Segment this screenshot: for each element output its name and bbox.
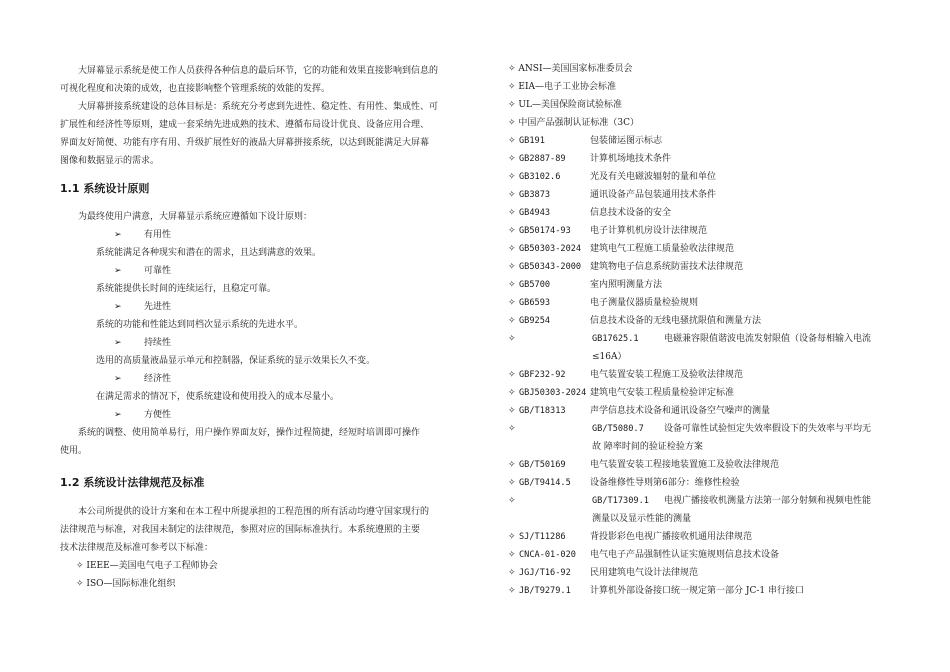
standard-description: 电气装置安装工程施工及验收法律规范 [590,370,744,380]
standard-description: 光及有关电磁波辐射的量和单位 [590,172,717,182]
diamond-bullet-icon: ✧ [508,226,516,236]
principle-name: 方便性 [144,410,172,420]
org-list-item [76,557,218,575]
org-name: EIA—电子工业协会标准 [518,82,617,92]
bullet-arrow-icon: ➢ [114,230,122,240]
standard-code: GB50174-93 [519,226,571,236]
standard-code: GB4943 [519,208,551,218]
diamond-bullet-icon: ✧ [508,118,516,128]
diamond-bullet-icon: ✧ [508,406,516,416]
standard-code: GB3102.6 [519,172,561,182]
org-list-item [508,60,633,78]
section-heading-1-2: 1.2 系统设计法律规范及标准 [60,476,205,489]
standard-description: 电气电子产品强制性认证实施规则信息技术设备 [590,550,780,560]
org-list-item [508,114,639,132]
intro-line: 界面友好简便、功能有序有用、升级扩展性好的液晶大屏幕拼接系统，以达到既能满足大屏幕 [60,138,430,148]
standard-description: 电子测量仪器质量检验规则 [590,298,699,308]
principle-text: 选用的高质量液晶显示单元和控制器，保证系统的显示效果长久不变。 [96,356,376,366]
standard-description: 计算机场地技术条件 [590,154,672,164]
diamond-bullet-icon: ✧ [508,280,516,290]
standard-description: 电气装置安装工程接地装置施工及验收法律规范 [590,460,780,470]
diamond-bullet-icon: ✧ [508,550,516,560]
diamond-bullet-icon: ✧ [508,136,516,146]
org-name: 中国产品强制认证标准（3C） [518,118,640,128]
diamond-bullet-icon: ✧ [508,172,516,182]
principles-closing: 系统的调整、使用简单易行，用户操作界面友好，操作过程简捷，经短时培训即可操作 [78,428,421,438]
principle-text: 系统能提供长时间的连续运行，且稳定可靠。 [96,284,277,294]
bullet-arrow-icon: ➢ [114,374,122,384]
principles-lead: 为最终使用户满意，大屏幕显示系统应遵循如下设计原则： [78,212,313,222]
principle-text: 在满足需求的情况下，使系统建设和使用投入的成本尽量小。 [96,392,340,402]
org-list-item [76,575,176,593]
bullet-arrow-icon: ➢ [114,410,122,420]
diamond-bullet-icon: ✧ [508,460,516,470]
org-name: ISO—国际标准化组织 [86,579,176,589]
standard-description: ≤16A） [592,352,627,362]
standard-code: GB/T9414.5 [519,478,571,488]
intro-line: 可视化程度和决策的成效，也直接影响整个管理系统的效能的发挥。 [60,84,331,94]
principle-text: 系统能满足各种现实和潜在的需求，且达到满意的效果。 [96,248,322,258]
standard-code: GB2887-89 [519,154,566,164]
standards-paragraph: 法律规范与标准，对我国未制定的法律规范，参照对应的国际标准执行。本系统遵照的主要 [60,525,421,535]
diamond-bullet-icon: ✧ [508,298,516,308]
standard-description: 室内照明测量方法 [590,280,663,290]
diamond-bullet-icon: ✧ [508,316,516,326]
standards-paragraph: 本公司所提供的设计方案和在本工程中所提承担的工程范围的所有活动均遵守国家现行的 [78,507,430,517]
diamond-bullet-icon: ✧ [508,478,516,488]
standard-code: GB/T18313 [519,406,566,416]
standard-description: 声学信息技术设备和通讯设备空气噪声的测量 [590,406,771,416]
standard-description: 故 障率时间的验证检验方案 [592,442,703,452]
standard-description: 电视广播接收机测量方法第一部分射频和视频电性能 [664,496,872,506]
standard-code: GB5700 [519,280,551,290]
standard-code: GB17625.1 [592,334,639,344]
standard-description: 建筑电气安装工程质量检验评定标准 [590,388,735,398]
bullet-arrow-icon: ➢ [114,338,122,348]
diamond-bullet-icon: ✧ [508,208,516,218]
principle-name: 经济性 [144,374,172,384]
standard-description: 设备维修性导则第6部分：维修性检验 [590,478,740,488]
standard-code: GB/T17309.1 [592,496,649,506]
standard-code: GB50303-2024 [519,244,582,254]
org-name: IEEE—美国电气电子工程师协会 [86,561,218,571]
standard-code: GBJ50303-2024 [519,388,587,398]
standard-code: SJ/T11286 [519,532,566,542]
standard-code: GB9254 [519,316,551,326]
diamond-bullet-icon: ✧ [508,532,516,542]
standard-code: GB6593 [519,298,551,308]
diamond-bullet-icon: ✧ [508,82,516,92]
principle-name: 有用性 [144,230,172,240]
standard-code: GBF232-92 [519,370,566,380]
diamond-bullet-icon: ✧ [508,496,516,506]
standard-code: GB50343-2000 [519,262,582,272]
diamond-bullet-icon: ✧ [508,370,516,380]
diamond-bullet-icon: ✧ [508,64,516,74]
intro-line: 大屏幕拼接系统建设的总体目标是：系统充分考虑到先进性、稳定性、有用性、集成性、可 [78,102,439,112]
standard-code: GB/T5080.7 [592,424,644,434]
diamond-bullet-icon: ✧ [508,424,516,434]
standard-description: 建筑电气工程施工质量验收法律规范 [590,244,735,254]
diamond-bullet-icon: ✧ [508,334,516,344]
standard-description: 信息技术设备的安全 [590,208,672,218]
principle-name: 可靠性 [144,266,172,276]
principle-name: 持续性 [144,338,172,348]
diamond-bullet-icon: ✧ [508,388,516,398]
standard-description: 测量以及显示性能的测量 [592,514,692,524]
diamond-bullet-icon: ✧ [508,586,516,596]
org-list-item [508,96,622,114]
standard-code: GB191 [519,136,545,146]
standard-description: 通讯设备产品包装通用技术条件 [590,190,717,200]
diamond-bullet-icon: ✧ [508,568,516,578]
standard-description: 包装储运图示标志 [590,136,663,146]
diamond-bullet-icon: ✧ [508,154,516,164]
standard-description: 建筑物电子信息系统防雷技术法律规范 [590,262,744,272]
diamond-bullet-icon: ✧ [76,579,84,589]
standard-code: GB3873 [519,190,551,200]
intro-line: 图像和数据显示的需求。 [60,156,160,166]
intro-line: 大屏幕显示系统是使工作人员获得各种信息的最后环节，它的功能和效果直接影响到信息的 [78,66,439,76]
standard-code: JGJ/T16-92 [519,568,571,578]
standard-description: 电磁兼容限值谐波电流发射限值（设备每相输入电流 [664,334,872,344]
standard-description: 民用建筑电气设计法律规范 [590,568,699,578]
standard-code: GB/T50169 [519,460,566,470]
section-heading-1-1: 1.1 系统设计原则 [60,182,150,195]
diamond-bullet-icon: ✧ [508,100,516,110]
standard-description: 背投影彩色电视广播接收机通用法律规范 [590,532,753,542]
diamond-bullet-icon: ✧ [508,262,516,272]
principles-closing: 使用。 [60,446,88,456]
bullet-arrow-icon: ➢ [114,302,122,312]
principle-text: 系统的功能和性能达到同档次显示系统的先进水平。 [96,320,304,330]
standard-description: 设备可靠性试验恒定失效率假设下的失效率与平均无 [664,424,872,434]
standard-code: CNCA-01-020 [519,550,576,560]
diamond-bullet-icon: ✧ [508,190,516,200]
principle-name: 先进性 [144,302,172,312]
standard-description: 计算机外部设备接口统一规定第一部分 JC-1 串行接口 [590,586,804,596]
diamond-bullet-icon: ✧ [508,244,516,254]
diamond-bullet-icon: ✧ [76,561,84,571]
bullet-arrow-icon: ➢ [114,266,122,276]
org-list-item [508,78,616,96]
standards-paragraph: 技术法律规范及标准可参考以下标准： [60,543,214,553]
intro-line: 扩展性和经济性等原则，建成一套采纳先进成熟的技术、遵循布局设计优良、设备应用合理、 [60,120,430,130]
standard-description: 电子计算机机房设计法律规范 [590,226,708,236]
org-name: ANSI—美国国家标准委员会 [518,64,633,74]
org-name: UL—美国保险商试验标准 [518,100,622,110]
standard-description: 信息技术设备的无线电骚扰限值和测量方法 [590,316,762,326]
standard-code: JB/T9279.1 [519,586,571,596]
